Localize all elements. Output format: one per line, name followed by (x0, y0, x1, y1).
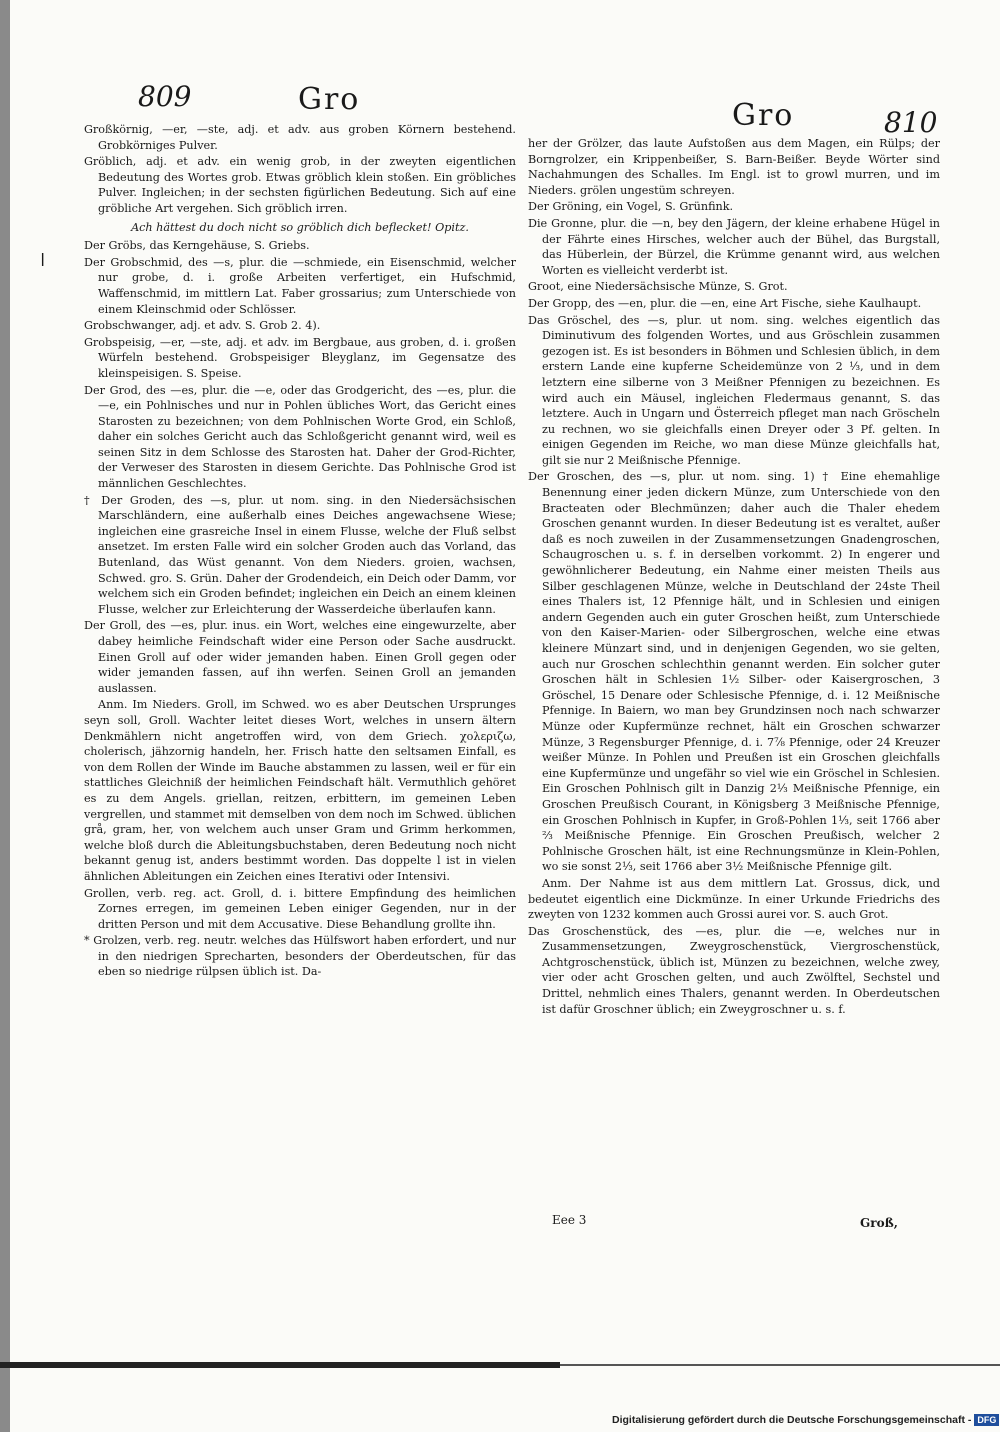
dictionary-entry: Das Groschenstück, des —es, plur. die —e, welches nur in Zusammensetzungen, Zweygroschenstück, Viergroschenstück, Achtgroschenstück, üblich ist, Münzen zu bezeichnen, welche zwey, vier oder acht Groschen gelten, und auch Zwölftel, Sechstel und Drittel, nehmlich eines Thalers, genannt werden. In Oberdeutschen ist dafür Groschner üblich; ein Zweygroschner u. s. f. (528, 924, 940, 1016)
left-column (84, 122, 516, 1352)
dictionary-entry: Grollen, verb. reg. act. Groll, d. i. bittere Empfindung des heimlichen Zornes erregen, im gemeinen Leben einiger Gegenden, nur in der dritten Person und mit dem Accusative. Diese Behandlung grollte ihn. (84, 886, 516, 931)
dictionary-entry: her der Grölzer, das laute Aufstoßen aus dem Magen, ein Rülps; der Borngrolzer, ein Krippenbeißer, S. Barn-Beißer. Beyde Wörter sind Nachahmungen des Schalles. Im Engl. ist to growl murren, und im Nieders. grölen ungestüm schreyen. (528, 137, 940, 197)
dictionary-entry: Der Gropp, des —en, plur. die —en, eine Art Fische, siehe Kaulhaupt. (528, 296, 922, 310)
dictionary-entry: Der Gröbs, das Kerngehäuse, S. Griebs. (84, 239, 310, 253)
catchword: Groß, (860, 1216, 898, 1230)
dictionary-entry: Die Gronne, plur. die —n, bey den Jägern, der kleine erhabene Hügel in der Fährte eines Hirsches, welcher auch der Bühel, das Burgstall, das Hüberlein, der Bürzel, die Krümme genannt wird, aus welchen Worten es vielleicht verderbt ist. (528, 216, 940, 277)
annotation-paragraph: Anm. Im Nieders. Groll, im Schwed. wo es aber Deutschen Ursprunges seyn soll, Groll. Wachter leitet dieses Wort, welches in unsern ältern Denkmählern nicht angetroffen wird, von dem Griech. χολεριζω, cholerisch, jähzornig handeln, her. Frisch hatte den seltsamen Einfall, es von dem Rollen der Winde im Bauche abstammen zu lassen, weil er für ein stattliches Gleichniß der heimlichen Feindschaft hält. Vermuthlich gehöret es zu dem Angels. griellan, reitzen, erbittern, im gemeinen Leben vergrellen, und stammet mit demselben von dem noch im Schwed. üblichen grå, gram, her, von welchem auch unser Gram und Grimm herkommen, welche bloß durch die Ableitungsbuchstaben, deren Bedeutung noch nicht bekannt genug ist, anders bestimmt worden. Das doppelte l ist in vielen ähnlichen Ableitungen ein Zeichen eines Iterativi oder Intensivi. (84, 698, 516, 883)
quoted-verse: Ach hättest du doch nicht so gröblich dich beflecket! Opitz. (131, 220, 469, 234)
page-number-right: 810 (884, 106, 938, 139)
dictionary-entry: Großkörnig, —er, —ste, adj. et adv. aus groben Körnern bestehend. Grobkörniges Pulver. (84, 123, 516, 152)
dictionary-entry: Der Grobschmid, des —s, plur. die —schmiede, ein Eisenschmid, welcher nur grobe, d. i. große Arbeiten verfertiget, ein Hufschmid, Waffenschmid, im mittlern Lat. Faber grossarius; zum Unterschiede von einem Kleinschmid oder Schlösser. (84, 255, 516, 316)
dictionary-entry: Der Gröning, ein Vogel, S. Grünfink. (528, 200, 734, 214)
digitization-credit (612, 1414, 999, 1426)
dictionary-entry: Grobschwanger, adj. et adv. S. Grob 2. 4). (84, 319, 321, 333)
dictionary-entry: Grobspeisig, —er, —ste, adj. et adv. im Bergbaue, aus groben, d. i. großen Würfeln bestehend. Grobspeisiger Bleyglanz, im Gegensatze des kleinspeisigen. S. Speise. (84, 335, 516, 380)
margin-mark: ǀ (40, 250, 46, 271)
bottom-rule-thin (560, 1364, 1000, 1366)
page-number-left: 809 (138, 80, 192, 113)
running-head-left: Gro (298, 82, 361, 117)
running-head-right: Gro (732, 98, 795, 133)
right-column (528, 136, 940, 1346)
dictionary-entry: Der Grod, des —es, plur. die —e, oder das Grodgericht, des —es, plur. die —e, ein Pohlnisches und nur in Pohlen übliches Wort, das Gericht eines Starosten zu bezeichnen; von dem Pohlnischen Worte Grod, ein Schloß, daher ein solches Gericht auch das Schloßgericht genannt wird, weil es seinen Sitz in dem Schlosse des Starosten hat. Daher der Grod-Richter, der Verweser des Starosten in diesem Gerichte. Das Pohlnische Grod ist männlichen Geschlechtes. (84, 383, 516, 491)
annotation-paragraph: Anm. Der Nahme ist aus dem mittlern Lat. Grossus, dick, und bedeutet eigentlich eine Dickmünze. In einer Urkunde Friedrichs des zweyten von 1232 kommen auch Grossi aurei vor. S. auch Grot. (528, 876, 940, 922)
dictionary-entry: Das Gröschel, des —s, plur. ut nom. sing. welches eigentlich das Diminutivum des folgenden Wortes, und aus Gröschlein zusammen gezogen ist. Es ist besonders in Böhmen und Schlesien üblich, in dem erstern Lande eine kupferne Scheidemünze von 2 ⅓, und in dem letztern eine silberne von 3 Meißner Pfennigen zu bezeichnen. Es wird auch ein Mäusel, ingleichen Fledermaus genannt, S. das letztere. Auch in Ungarn und Österreich pfleget man nach Gröscheln zu rechnen, wo sie gleichfalls einen Dreyer oder 3 Pf. gelten. In einigen Gegenden im Reiche, wo man diese Münze gleichfalls hat, gilt sie nur 2 Meißnische Pfennige. (528, 313, 940, 467)
dictionary-entry: Der Groll, des —es, plur. inus. ein Wort, welches eine eingewurzelte, aber dabey heimliche Feindschaft wider eine Person oder Sache ausdruckt. Einen Groll auf oder wider jemanden haben. Einen Groll gegen oder wider jemanden fassen, auf ihn werfen. Seinen Groll an jemanden auslassen. (84, 619, 516, 695)
bottom-rule (0, 1362, 560, 1368)
signature-mark: Eee 3 (552, 1213, 587, 1227)
dictionary-entry: † Der Groden, des —s, plur. ut nom. sing. in den Niedersächsischen Marschländern, eine außerhalb eines Deiches angewachsene Wiese; ingleichen eine grasreiche Insel in einem Flusse, welche der Fluß selbst ansetzet. Im ersten Falle wird ein solcher Groden auch das Vorland, das Butenland, das Wüst genannt. Von dem Nieders. groien, wachsen, Schwed. gro. S. Grün. Daher der Grodendeich, ein Deich oder Damm, vor welchem sich ein Groden befindet; ingleichen ein Deich an einem kleinen Flusse, welcher zur Erleichterung der Wasserdeiche überlaufen kann. (84, 493, 516, 616)
dfg-logo: DFG (974, 1414, 999, 1426)
dictionary-entry: Gröblich, adj. et adv. ein wenig grob, in der zweyten eigentlichen Bedeutung des Wortes grob. Etwas gröblich klein stoßen. Ein gröbliches Pulver. Ingleichen; in der sechsten figürlichen Bedeutung. Sich auf eine gröbliche Art vergehen. Sich gröblich irren. (84, 155, 516, 215)
credit-text: Digitalisierung gefördert durch die Deutsche Forschungsgemeinschaft - (612, 1414, 972, 1426)
dictionary-entry: Groot, eine Niedersächsische Münze, S. Grot. (528, 280, 788, 294)
scan-edge (0, 0, 10, 1432)
dictionary-entry: * Grolzen, verb. reg. neutr. welches das Hülfswort haben erfordert, und nur in den niedrigen Sprecharten, besonders der Oberdeutschen, für das eben so niedrige rülpsen üblich ist. Da- (84, 934, 516, 979)
dictionary-entry: Der Groschen, des —s, plur. ut nom. sing. 1) † Eine ehemahlige Benennung einer jeden dickern Münze, zum Unterschiede von den Bracteaten oder Blechmünzen; daher auch die Thaler ehedem Groschen genannt wurden. In dieser Bedeutung ist es veraltet, außer daß es noch zuweilen in der Zusammensetzungen Gnadengroschen, Schaugroschen u. s. f. in derselben vorkommt. 2) In engerer und gewöhnlicherer Bedeutung, ein Nahme einer meisten Theils aus Silber geschlagenen Münze, welche in Deutschland der 24ste Theil eines Thalers ist, 12 Pfennige hält, und in Schlesien und einigen andern Gegenden auch ein guter Groschen heißt, zum Unterschiede von den Kaiser-Marien- oder Silbergroschen, welche eine etwas kleinere Münzart sind, und in denjenigen Gegenden, wo sie gelten, auch nur Groschen schlechthin genannt werden. Ein solcher guter Groschen hält in Schlesien 1½ Silber- oder Kaisergroschen, 3 Gröschel, 15 Denare oder Schlesische Pfennige, d. i. 12 Meißnische Pfennige. In Baiern, wo man bey Grundzinsen noch nach schwarzer Münze oder Kupfermünze rechnet, hält ein Groschen schwarzer Münze, 3 Regensburger Pfennige, d. i. 7⅞ Pfennige, oder 24 Kreuzer weißer Münze. In Pohlen und Preußen ist ein Groschen gleichfalls eine Kupfermünze und ungefähr so viel wie ein Gröschel in Schlesien. Ein Groschen Pohlnisch gilt in Danzig 2⅓ Meißnische Pfennige, ein Groschen Preußisch Courant, in Königsberg 3 Meißnische Pfennige, ein Groschen Pohlnisch in Kupfer, in Groß-Pohlen 1⅓, seit 1766 aber ⅔ Meißnische Pfennige. Ein Groschen Preußisch, welcher 2 Pohlnische Groschen hält, ist eine Rechnungsmünze in Klein-Pohlen, wo sie sonst 2⅓, seit 1766 aber 3½ Meißnische Pfennige gilt. (528, 470, 940, 874)
